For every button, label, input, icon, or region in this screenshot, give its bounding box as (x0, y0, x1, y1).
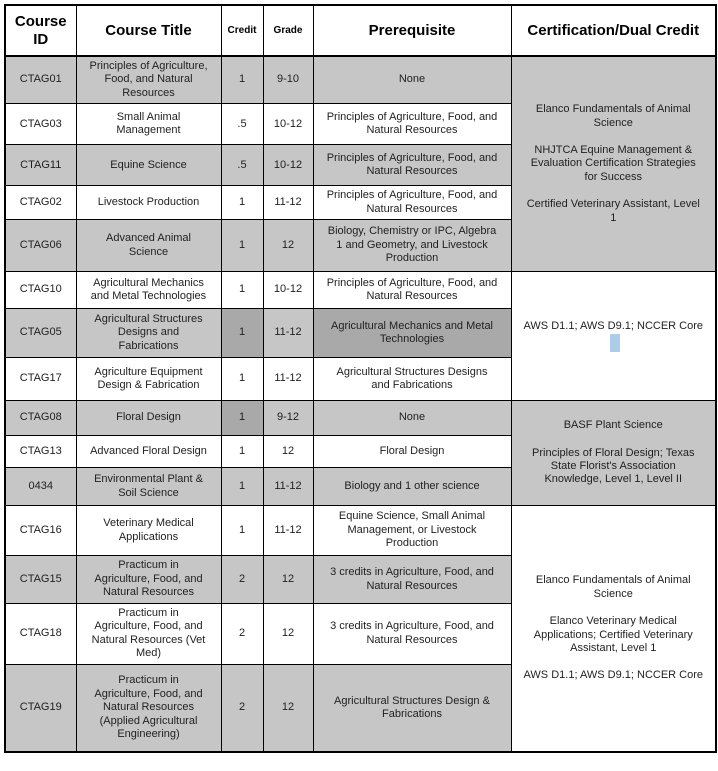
grade-cell: 12 (263, 604, 313, 665)
grade-cell: 11-12 (263, 309, 313, 358)
credit-cell: .5 (221, 145, 263, 186)
course-id-cell: CTAG02 (5, 186, 76, 220)
certification-text-line: BASF Plant Science (563, 419, 663, 432)
certification-text-line: Elanco Fundamentals of Animal Science (535, 574, 691, 600)
grade-cell: 11-12 (263, 186, 313, 220)
column-header-credit: Credit (221, 5, 263, 56)
prerequisite-cell: None (313, 56, 511, 104)
course-title-cell: Practicum in Agriculture, Food, and Natural Resources (76, 556, 221, 604)
credit-cell: 2 (221, 664, 263, 752)
course-title-cell: Practicum in Agriculture, Food, and Natural Resources (Applied Agricultural Engineering) (76, 664, 221, 752)
grade-cell: 10-12 (263, 104, 313, 145)
prerequisite-cell: Principles of Agriculture, Food, and Natural Resources (313, 145, 511, 186)
prerequisite-cell: Agricultural Structures Designs and Fabrications (313, 358, 511, 401)
grade-cell: 11-12 (263, 468, 313, 506)
certification-text-line: Elanco Veterinary Medical Applications; Certified Veterinary Assistant, Level 1 (533, 615, 693, 654)
certification-cell (511, 56, 716, 272)
course-title-cell: Livestock Production (76, 186, 221, 220)
course-id-cell: CTAG10 (5, 272, 76, 309)
course-id-cell: CTAG08 (5, 401, 76, 436)
grade-cell: 12 (263, 664, 313, 752)
course-title-cell: Agriculture Equipment Design & Fabrication (76, 358, 221, 401)
certification-text (524, 615, 704, 655)
prerequisite-cell: 3 credits in Agriculture, Food, and Natural Resources (313, 604, 511, 665)
credit-cell: 1 (221, 309, 263, 358)
grade-cell: 12 (263, 220, 313, 272)
certification-text (524, 669, 704, 682)
course-table (4, 4, 717, 753)
prerequisite-cell: Biology, Chemistry or IPC, Algebra 1 and Geometry, and Livestock Production (313, 220, 511, 272)
column-header-id: Course ID (5, 5, 76, 56)
credit-cell: 1 (221, 220, 263, 272)
prerequisite-cell: Floral Design (313, 436, 511, 468)
certification-text (524, 447, 704, 487)
grade-cell: 11-12 (263, 506, 313, 556)
certification-text-line: NHJTCA Equine Management & Evaluation Certification Strategies for Success (530, 143, 696, 183)
certification-text (524, 144, 704, 184)
prerequisite-cell: 3 credits in Agriculture, Food, and Natural Resources (313, 556, 511, 604)
certification-text (524, 419, 704, 432)
prerequisite-cell: Principles of Agriculture, Food, and Natural Resources (313, 272, 511, 309)
grade-cell: 9-12 (263, 401, 313, 436)
certification-cell (511, 272, 716, 401)
prerequisite-cell: None (313, 401, 511, 436)
certification-text-line: Elanco Fundamentals of Animal Science (535, 103, 691, 129)
table-row-CTAG01 (5, 56, 716, 104)
credit-cell: 1 (221, 436, 263, 468)
course-id-cell: CTAG16 (5, 506, 76, 556)
course-title-cell: Floral Design (76, 401, 221, 436)
course-id-cell: CTAG18 (5, 604, 76, 665)
course-title-cell: Advanced Floral Design (76, 436, 221, 468)
course-id-cell: CTAG03 (5, 104, 76, 145)
course-title-cell: Small Animal Management (76, 104, 221, 145)
course-title-cell: Practicum in Agriculture, Food, and Natural Resources (Vet Med) (76, 604, 221, 665)
credit-cell: 2 (221, 556, 263, 604)
credit-cell: 1 (221, 401, 263, 436)
course-id-cell: CTAG19 (5, 664, 76, 752)
certification-cell (511, 401, 716, 506)
column-header-cert: Certification/Dual Credit (511, 5, 716, 56)
certification-text (524, 574, 704, 601)
course-id-cell: CTAG13 (5, 436, 76, 468)
course-id-cell: CTAG11 (5, 145, 76, 186)
header-row (5, 5, 716, 56)
certification-text-line: Certified Veterinary Assistant, Level 1 (526, 198, 700, 224)
table-row-CTAG08 (5, 401, 716, 436)
grade-cell: 11-12 (263, 358, 313, 401)
course-title-cell: Agricultural Mechanics and Metal Technologies (76, 272, 221, 309)
course-title-cell: Equine Science (76, 145, 221, 186)
course-title-cell: Environmental Plant & Soil Science (76, 468, 221, 506)
course-id-cell: CTAG05 (5, 309, 76, 358)
certification-text (524, 103, 704, 130)
grade-cell: 12 (263, 556, 313, 604)
course-id-cell: 0434 (5, 468, 76, 506)
certification-text-line: AWS D1.1; AWS D9.1; NCCER Core (523, 669, 704, 682)
column-header-prereq: Prerequisite (313, 5, 511, 56)
selection-highlight (610, 334, 620, 352)
prerequisite-cell: Principles of Agriculture, Food, and Natural Resources (313, 186, 511, 220)
course-title-cell: Advanced Animal Science (76, 220, 221, 272)
course-id-cell: CTAG15 (5, 556, 76, 604)
table-body (5, 56, 716, 752)
credit-cell: 1 (221, 272, 263, 309)
credit-cell: 1 (221, 358, 263, 401)
certification-text (524, 320, 704, 351)
certification-text-line: AWS D1.1; AWS D9.1; NCCER Core (523, 320, 704, 333)
column-header-grade: Grade (263, 5, 313, 56)
course-title-cell: Veterinary Medical Applications (76, 506, 221, 556)
prerequisite-cell: Agricultural Structures Design & Fabrications (313, 664, 511, 752)
certification-text-line: Principles of Floral Design; Texas State Florist's Association Knowledge, Level 1, Level II (532, 446, 695, 486)
course-id-cell: CTAG01 (5, 56, 76, 104)
grade-cell: 10-12 (263, 145, 313, 186)
course-title-cell: Agricultural Structures Designs and Fabrications (76, 309, 221, 358)
column-header-title: Course Title (76, 5, 221, 56)
credit-cell: 1 (221, 506, 263, 556)
credit-cell: 1 (221, 56, 263, 104)
course-title-cell: Principles of Agriculture, Food, and Natural Resources (76, 56, 221, 104)
prerequisite-cell: Equine Science, Small Animal Management, or Livestock Production (313, 506, 511, 556)
grade-cell: 9-10 (263, 56, 313, 104)
credit-cell: 1 (221, 186, 263, 220)
certification-text (524, 198, 704, 225)
table-header (5, 5, 716, 56)
course-id-cell: CTAG17 (5, 358, 76, 401)
credit-cell: 1 (221, 468, 263, 506)
table-row-CTAG16 (5, 506, 716, 556)
prerequisite-cell: Biology and 1 other science (313, 468, 511, 506)
grade-cell: 12 (263, 436, 313, 468)
grade-cell: 10-12 (263, 272, 313, 309)
table-row-CTAG10 (5, 272, 716, 309)
course-id-cell: CTAG06 (5, 220, 76, 272)
prerequisite-cell: Principles of Agriculture, Food, and Natural Resources (313, 104, 511, 145)
prerequisite-cell: Agricultural Mechanics and Metal Technologies (313, 309, 511, 358)
certification-cell (511, 506, 716, 753)
credit-cell: 2 (221, 604, 263, 665)
credit-cell: .5 (221, 104, 263, 145)
